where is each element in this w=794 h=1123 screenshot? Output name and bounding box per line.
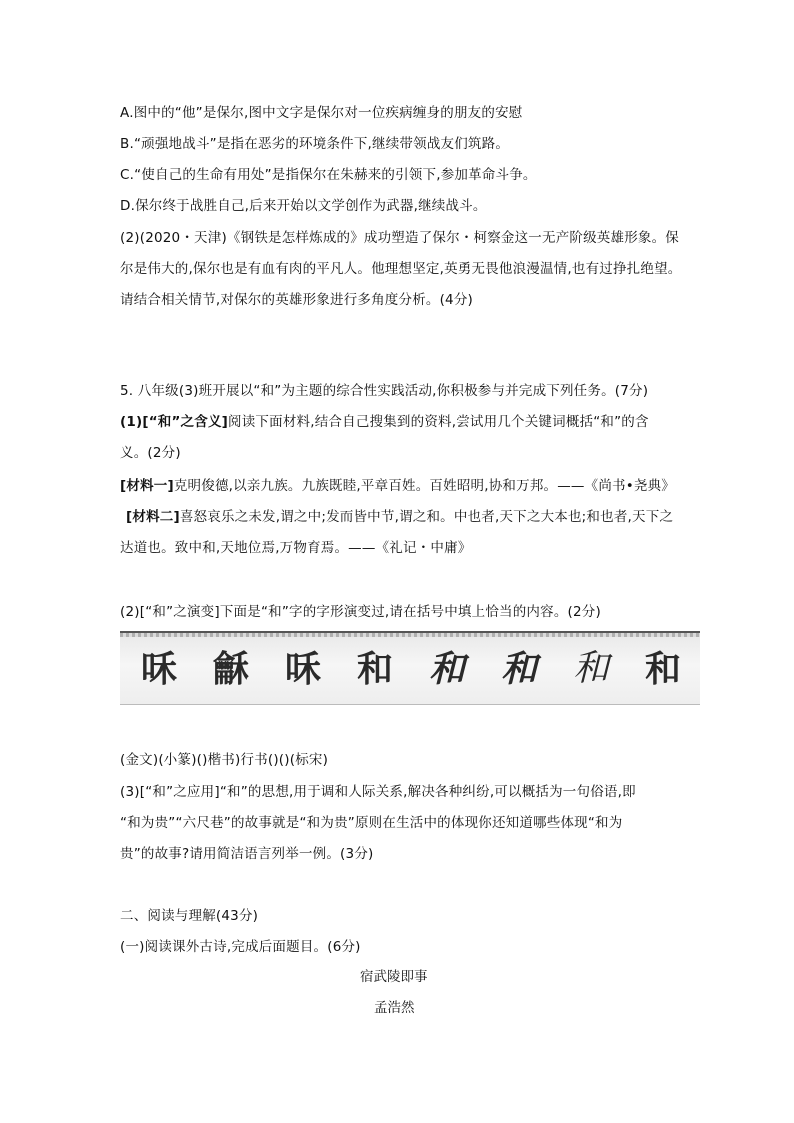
q5-part1-label: (1)[“和”之含义] [120,414,229,430]
glyph-1: 咊 [140,648,177,690]
glyph-evolution-image [120,631,700,705]
strip-edge [120,633,700,637]
glyph-4: 和 [356,648,393,690]
material-2-label: [材料二] [126,509,180,525]
q5-part1-text: 阅读下面材料,结合自己搜集到的资料,尝试用几个关键词概括“和”的含 [228,414,649,430]
option-a: A.图中的“他”是保尔,图中文字是保尔对一位疾病缠身的朋友的安慰 [120,105,523,121]
material-1 [120,477,675,495]
option-d: D.保尔终于战胜自己,后来开始以文学创作为武器,继续战斗。 [120,198,487,214]
material-1-label: [材料一] [120,478,174,494]
q5-part3-line3: 贵”的故事?请用简洁语言列举一例。(3分) [120,846,374,862]
option-b: B.“顽强地战斗”是指在恶劣的环境条件下,继续带领战友们筑路。 [120,136,510,152]
glyph-7: 和 [572,648,609,689]
poem-title: 宿武陵即事 [360,969,428,985]
q5-part1 [120,413,649,431]
glyph-5: 和 [428,648,465,690]
q4-part2-line1: (2)(2020・天津)《钢铁是怎样炼成的》成功塑造了保尔・柯察金这一无产阶级英雄形象。保 [120,230,680,246]
glyph-8: 和 [644,648,681,690]
glyph-3: 咊 [284,648,321,690]
option-c: C.“使自己的生命有用处”是指保尔在朱赫来的引领下,参加革命斗争。 [120,167,537,183]
material-2-text: 喜怒哀乐之未发,谓之中;发而皆中节,谓之和。中也者,天下之大本也;和也者,天下之 [179,509,674,525]
material-2-line2: 达道也。致中和,天地位焉,万物育焉。——《礼记・中庸》 [120,540,472,556]
poem-author: 孟浩然 [374,1000,415,1016]
q5-part1-line2: 义。(2分) [120,445,181,461]
glyph-6: 和 [500,648,537,690]
q5-part3-line1: (3)[“和”之应用]“和”的思想,用于调和人际关系,解决各种纠纷,可以概括为一句俗语,即 [120,784,636,800]
section-2-title: 二、阅读与理解(43分) [120,908,259,924]
q4-part2-line2: 尔是伟大的,保尔也是有血有肉的平凡人。他理想坚定,英勇无畏他浪漫温情,也有过挣扎绝望。 [120,261,682,277]
section-2-sub: (一)阅读课外古诗,完成后面题目。(6分) [120,939,361,955]
q5-part3-line2: “和为贵”“六尺巷”的故事就是“和为贵”原则在生活中的体现你还知道哪些体现“和为 [120,815,623,831]
q4-part2-line3: 请结合相关情节,对保尔的英雄形象进行多角度分析。(4分) [120,292,474,308]
material-2 [126,508,673,526]
q5-part2-answer: (金文)(小篆)()楷书)行书()()(标宋) [120,752,329,768]
q5-intro: 5. 八年级(3)班开展以“和”为主题的综合性实践活动,你积极参与并完成下列任务。(7分) [120,383,649,399]
material-1-text: 克明俊德,以亲九族。九族既睦,平章百姓。百姓昭明,协和万邦。——《尚书•尧典》 [173,478,675,494]
glyph-2: 龢 [212,648,249,690]
q5-part2: (2)[“和”之演变]下面是“和”字的字形演变过,请在括号中填上恰当的内容。(2分) [120,604,601,620]
